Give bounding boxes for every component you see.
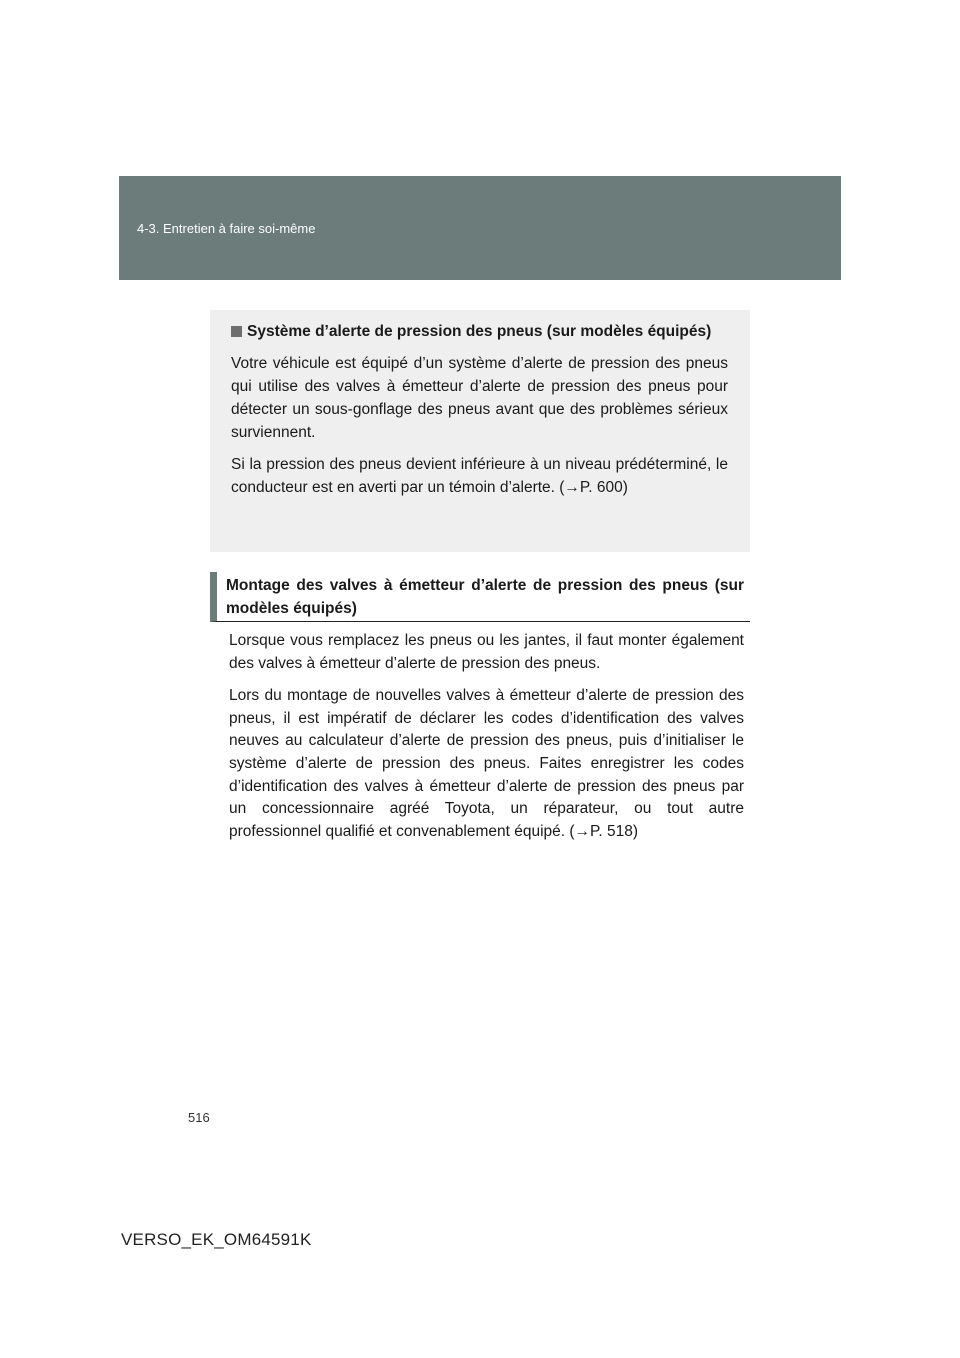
- note-paragraph-2: Si la pression des pneus devient inférieure à un niveau prédéterminé, le conducteur est en averti par un témoin d’alerte. (→P. 600): [231, 456, 728, 496]
- section-breadcrumb: 4-3. Entretien à faire soi-même: [137, 221, 316, 236]
- note-box: [210, 310, 750, 552]
- body-paragraph-1: Lorsque vous remplacez les pneus ou les jantes, il faut monter également des valves à émetteur d’alerte de pression des pneus.: [229, 632, 744, 672]
- page-number: 516: [188, 1110, 210, 1125]
- note-paragraph-1: Votre véhicule est équipé d’un système d’alerte de pression des pneus qui utilise des valves à émetteur d’alerte de pression des pneus pour détecter un sous-gonflage des pneus avant que des problèmes sérieux surviennent.: [231, 355, 728, 441]
- body-paragraph-2: Lors du montage de nouvelles valves à émetteur d’alerte de pression des pneus, il est impératif de déclarer les codes d’identification des valves neuves au calculateur d’alerte de pression des pneus, puis d’initialiser le système d’alerte de pression des pneus. Faites enregistrer les codes d’identification des valves à émetteur d’alerte de pression des pneus par un concessionnaire agréé Toyota, un réparateur, ou tout autre professionnel qualifié et convenablement équipé. (→P. 518): [229, 687, 744, 840]
- document-code: VERSO_EK_OM64591K: [121, 1230, 312, 1249]
- section-body: [229, 630, 744, 853]
- section-heading: Montage des valves à émetteur d’alerte de pression des pneus (sur modèles équipés): [210, 572, 750, 622]
- note-title: [231, 320, 728, 343]
- square-bullet-icon: [231, 326, 242, 337]
- note-title-text: Système d’alerte de pression des pneus (sur modèles équipés): [247, 323, 712, 340]
- header-band: [119, 176, 841, 280]
